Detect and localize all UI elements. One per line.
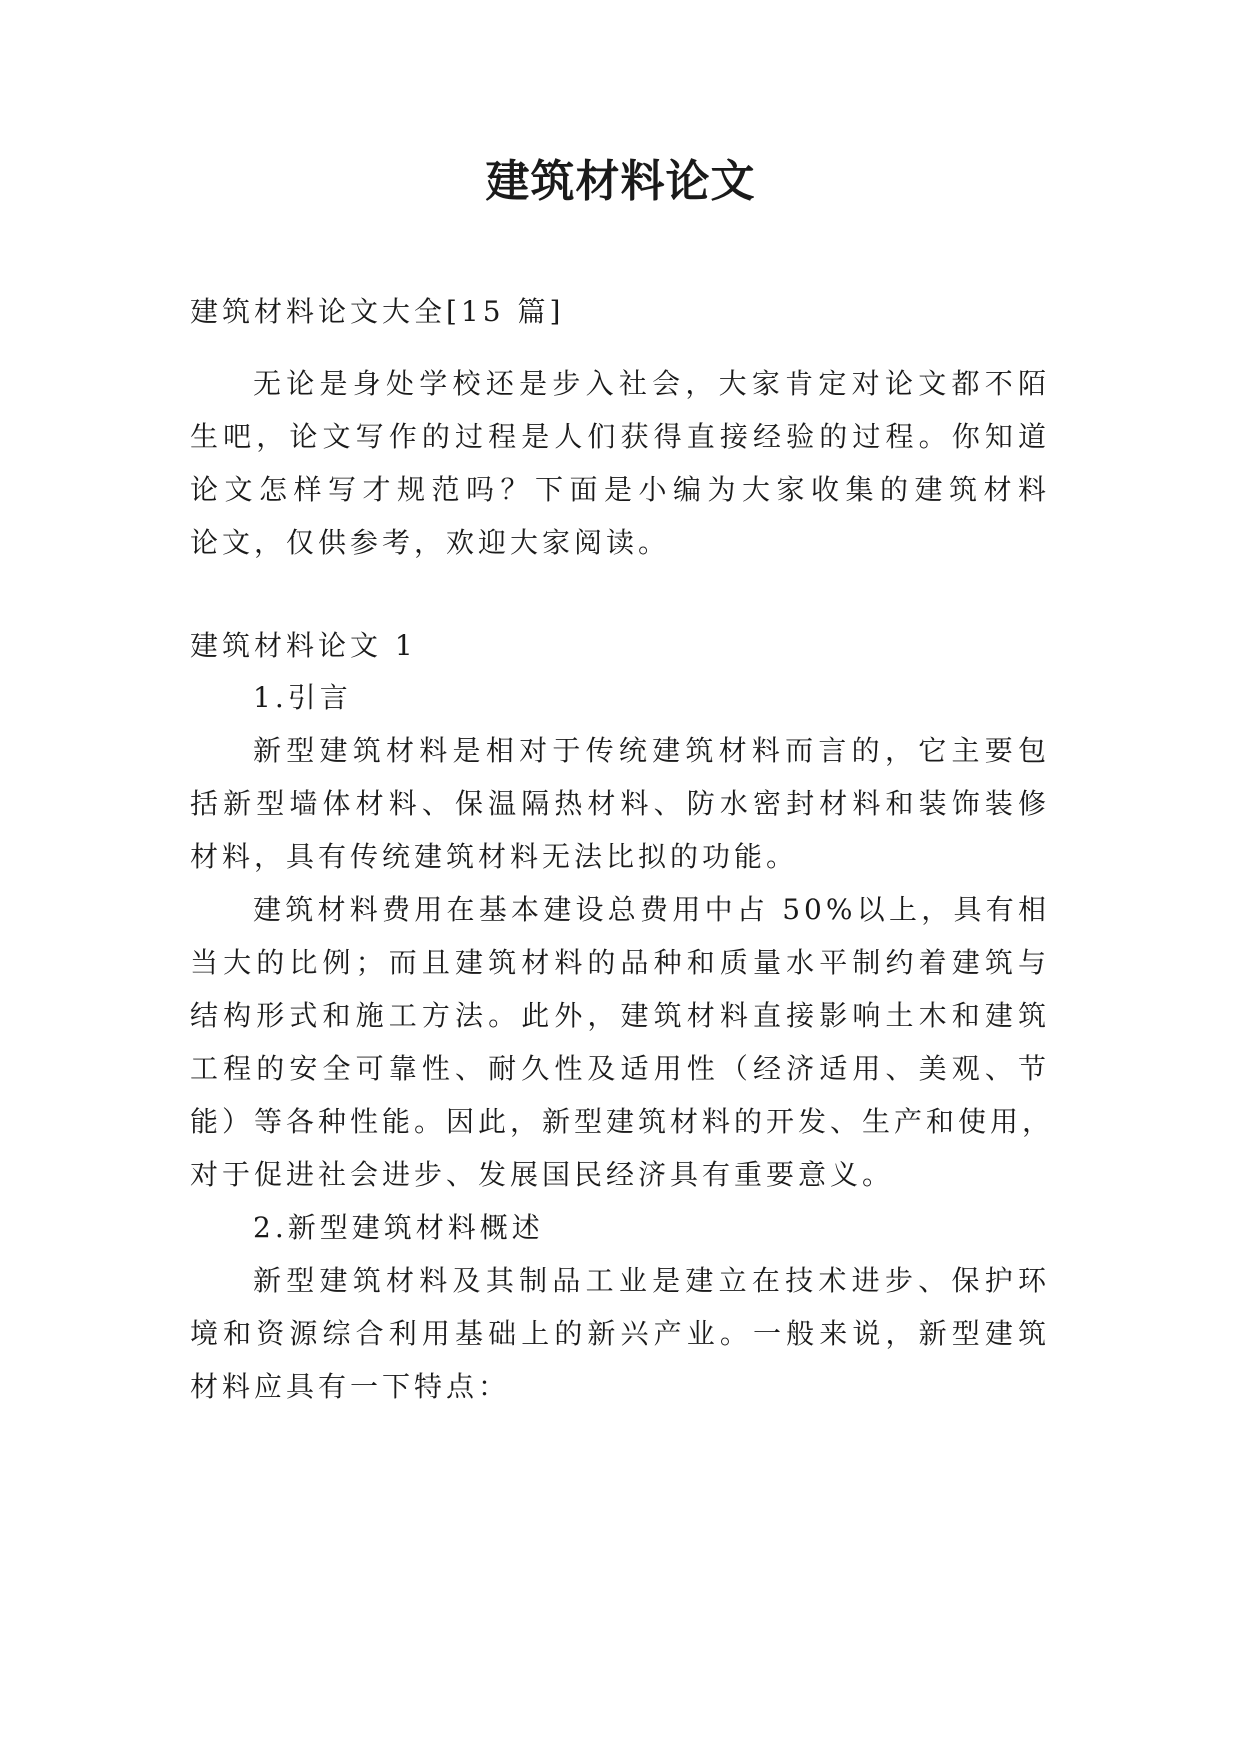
paragraph-line: 结构形式和施工方法。此外，建筑材料直接影响土木和建筑 (190, 999, 1050, 1032)
paragraph-line: 材料，具有传统建筑材料无法比拟的功能。 (190, 840, 799, 873)
sub-heading-introduction: 1.引言 (253, 681, 352, 714)
paragraph-line: 能）等各种性能。因此，新型建筑材料的开发、生产和使用， (190, 1105, 1055, 1138)
paragraph-line: 新型建筑材料是相对于传统建筑材料而言的，它主要包 (253, 734, 1050, 767)
sub-heading-overview: 2.新型建筑材料概述 (253, 1211, 544, 1244)
intro-line: 无论是身处学校还是步入社会，大家肯定对论文都不陌 (253, 367, 1050, 400)
paragraph-line: 工程的安全可靠性、耐久性及适用性（经济适用、美观、节 (190, 1052, 1050, 1085)
paragraph-line: 当大的比例；而且建筑材料的品种和质量水平制约着建筑与 (190, 946, 1050, 979)
paragraph-line: 对于促进社会进步、发展国民经济具有重要意义。 (190, 1158, 895, 1191)
paragraph-line: 新型建筑材料及其制品工业是建立在技术进步、保护环 (253, 1264, 1050, 1297)
document-title: 建筑材料论文 (485, 156, 756, 207)
intro-line: 论文怎样写才规范吗？下面是小编为大家收集的建筑材料 (190, 473, 1050, 506)
intro-line: 生吧，论文写作的过程是人们获得直接经验的过程。你知道 (190, 420, 1050, 453)
paragraph-line: 括新型墙体材料、保温隔热材料、防水密封材料和装饰装修 (190, 787, 1050, 820)
document-subtitle: 建筑材料论文大全[15 篇] (190, 295, 565, 328)
paragraph-line: 材料应具有一下特点： (190, 1370, 511, 1403)
section-heading: 建筑材料论文 1 (190, 629, 417, 662)
intro-line: 论文，仅供参考，欢迎大家阅读。 (190, 526, 671, 559)
paragraph-line: 建筑材料费用在基本建设总费用中占 50%以上，具有相 (253, 893, 1050, 926)
paragraph-line: 境和资源综合利用基础上的新兴产业。一般来说，新型建筑 (190, 1317, 1050, 1350)
